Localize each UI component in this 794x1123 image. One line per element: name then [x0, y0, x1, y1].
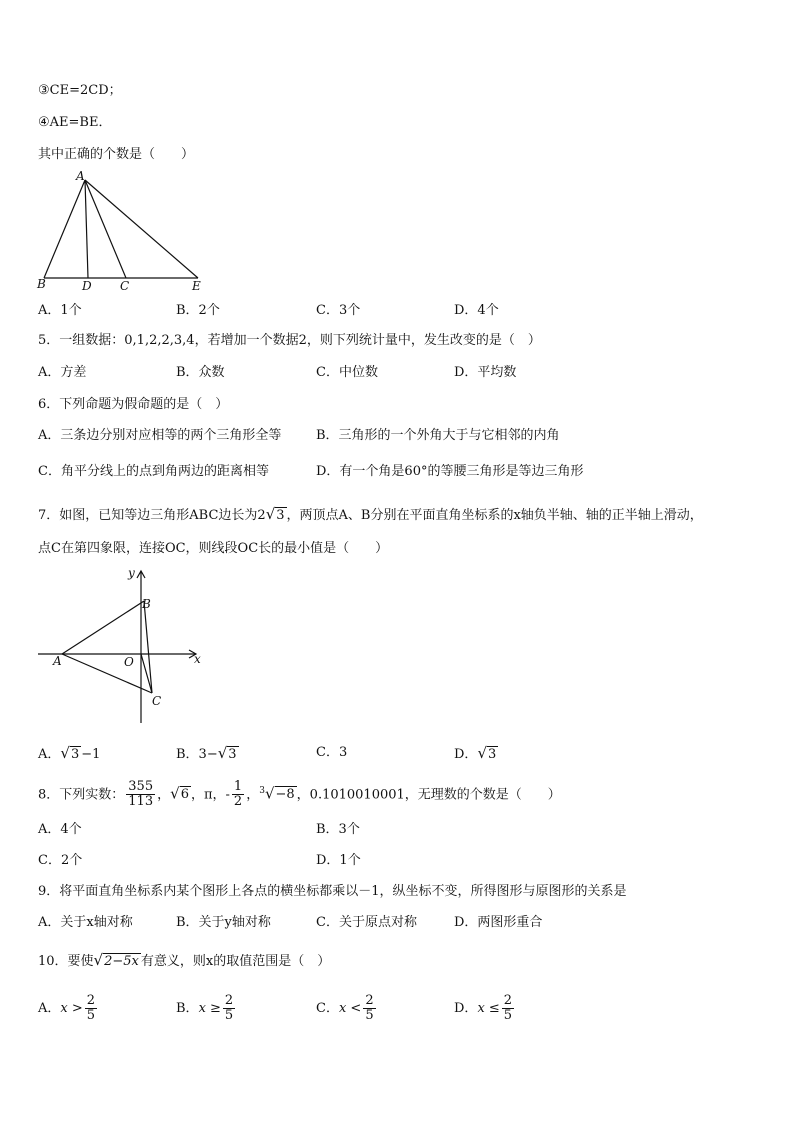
q7-option-c[interactable]: C．3: [316, 745, 348, 760]
fraction-355-113: $\frac{355}{113}$: [128, 779, 154, 810]
q4-prompt: 其中正确的个数是（ ）: [38, 147, 195, 162]
q4-option-b[interactable]: B．2个: [176, 303, 220, 318]
label-O: O: [124, 655, 134, 669]
q9-option-b[interactable]: B．关于y轴对称: [176, 915, 271, 930]
q10-option-c[interactable]: C．x < $\frac{2}{5}$: [316, 993, 374, 1023]
q4-option-a[interactable]: A．1个: [38, 303, 82, 318]
q7-line2: 点C在第四象限，连接OC，则线段OC长的最小值是（ ）: [38, 541, 389, 556]
q8-prompt: 8．下列实数： $\frac{355}{113}$ ，√6 ，π，- $\frac{1}{2}$ ，$^3$√−8 ，0.1010010001，无理数的个数是（ ）: [38, 779, 561, 810]
label-B: B: [37, 277, 46, 291]
q10-option-b[interactable]: B．x ≥ $\frac{2}{5}$: [176, 993, 234, 1023]
q9-option-c[interactable]: C．关于原点对称: [316, 915, 417, 930]
q6-option-a[interactable]: A．三条边分别对应相等的两个三角形全等: [38, 428, 282, 443]
q8-option-a[interactable]: A．4个: [38, 822, 82, 837]
q8-option-b[interactable]: B．3个: [316, 822, 360, 837]
q6-option-b[interactable]: B．三角形的一个外角大于与它相邻的内角: [316, 428, 560, 443]
statement-4: ④AE=BE．: [38, 115, 112, 130]
q9-prompt: 9．将平面直角坐标系内某个图形上各点的横坐标都乘以－1，纵坐标不变，所得图形与原图形的关系是: [38, 884, 627, 899]
label-E: E: [192, 279, 201, 293]
q4-triangle-figure: [32, 168, 212, 296]
q7-option-b[interactable]: B．3−√3: [176, 744, 237, 762]
q8-option-d[interactable]: D．1个: [316, 853, 361, 868]
q10-option-d[interactable]: D．x ≤ $\frac{2}{5}$: [454, 993, 513, 1023]
fraction-1-2: $\frac{1}{2}$: [233, 779, 243, 810]
q4-option-c[interactable]: C．3个: [316, 303, 361, 318]
q7-option-a[interactable]: A．√3 −1: [38, 744, 101, 762]
q7-coordinate-figure: [34, 565, 214, 725]
q7-line1: 7．如图，已知等边三角形ABC边长为2√3 ，两顶点A、B分别在平面直角坐标系的x轴负半轴、轴的正半轴上滑动，: [38, 505, 703, 523]
statement-3: ③CE=2CD；: [38, 83, 122, 98]
q5-option-b[interactable]: B．众数: [176, 365, 225, 380]
q5-option-a[interactable]: A．方差: [38, 365, 87, 380]
label-A: A: [53, 654, 62, 668]
q10-option-a[interactable]: A．x > $\frac{2}{5}$: [38, 993, 96, 1023]
q5-prompt: 5．一组数据：0,1,2,2,3,4，若增加一个数据2，则下列统计量中，发生改变的是（ ）: [38, 333, 541, 348]
q6-option-c[interactable]: C．角平分线上的点到角两边的距离相等: [38, 464, 269, 479]
label-x: x: [194, 652, 201, 666]
q5-option-d[interactable]: D．平均数: [454, 365, 517, 380]
label-B: B: [142, 597, 151, 611]
q8-option-c[interactable]: C．2个: [38, 853, 83, 868]
q5-option-c[interactable]: C．中位数: [316, 365, 378, 380]
q7-option-d[interactable]: D．√3: [454, 744, 497, 762]
q4-option-d[interactable]: D．4个: [454, 303, 499, 318]
q6-prompt: 6．下列命题为假命题的是（ ）: [38, 397, 229, 412]
q9-option-a[interactable]: A．关于x轴对称: [38, 915, 133, 930]
q6-option-d[interactable]: D．有一个角是60°的等腰三角形是等边三角形: [316, 464, 584, 479]
q9-option-d[interactable]: D．两图形重合: [454, 915, 543, 930]
label-C: C: [152, 694, 162, 708]
q10-prompt: 10．要使√2−5x 有意义，则x的取值范围是（ ）: [38, 951, 331, 969]
label-y: y: [128, 566, 135, 580]
label-D: D: [82, 279, 92, 293]
label-A: A: [76, 169, 85, 183]
label-C: C: [120, 279, 130, 293]
